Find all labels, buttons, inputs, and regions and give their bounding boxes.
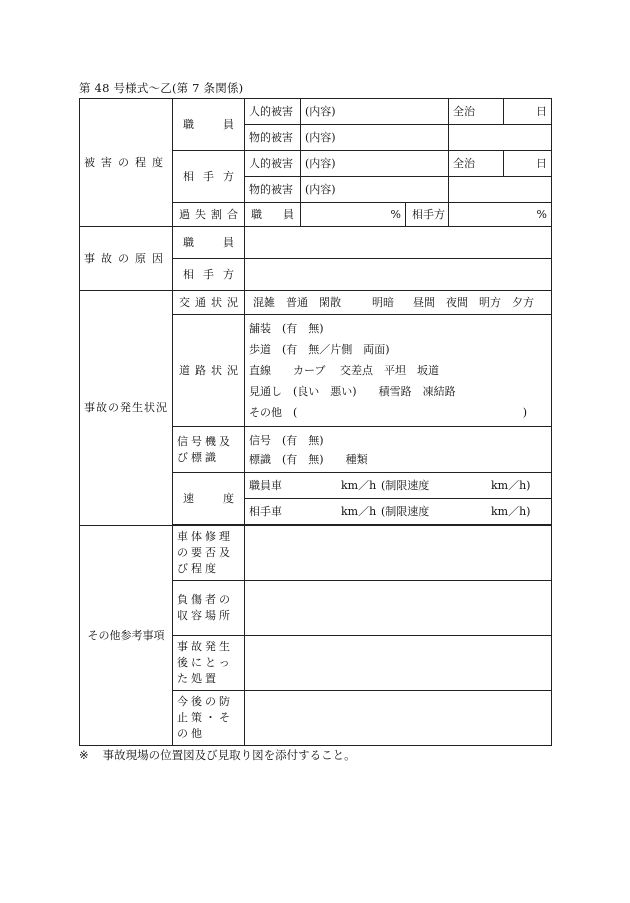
traffic-time[interactable]: 昼間 夜間 明方 夕方: [413, 295, 534, 309]
road-line-sidewalk[interactable]: 歩道 (有 無／片側 両面): [249, 343, 390, 356]
cause-other-input[interactable]: [245, 259, 552, 291]
staff-human-damage-content[interactable]: (内容): [301, 99, 449, 125]
cause-staff-input[interactable]: [245, 227, 552, 259]
speed-staff-limit-unit: km／h): [491, 478, 531, 492]
injured-input[interactable]: [245, 581, 552, 636]
accident-report-table: [79, 98, 552, 746]
traffic-label: 交 通 状 況: [173, 291, 245, 315]
road-line-other[interactable]: その他 (: [249, 406, 298, 419]
staff-recovery-days[interactable]: 日: [504, 99, 552, 125]
injured-label: 負傷者の収容場所: [173, 581, 245, 636]
speed-other-limit-unit: km／h): [491, 504, 531, 518]
signal-line[interactable]: 信号 (有 無): [249, 433, 324, 447]
repair-input[interactable]: [245, 526, 552, 581]
road-line-visibility[interactable]: 見通し (良い 悪い) 積雪路 凍結路: [249, 385, 456, 398]
traffic-options[interactable]: [245, 291, 552, 315]
other-full-recovery-label: 全治: [449, 151, 504, 177]
fault-staff-percent[interactable]: %: [301, 203, 406, 227]
road-line-pavement[interactable]: 舗装 (有 無): [249, 322, 324, 335]
other-property-damage-extra[interactable]: [449, 177, 552, 203]
cause-section-label: 事故の原因: [80, 227, 173, 291]
speed-label: 速 度: [173, 473, 245, 525]
staff-property-damage-label: 物的被害: [245, 125, 301, 151]
speed-other-label: 相手車: [249, 504, 282, 518]
after-action-input[interactable]: [245, 636, 552, 691]
other-human-damage-content[interactable]: (内容): [301, 151, 449, 177]
situation-section-label: 事故の発生状況: [80, 291, 173, 526]
traffic-light[interactable]: 明暗: [372, 295, 394, 309]
prevention-input[interactable]: [245, 691, 552, 746]
sign-line[interactable]: 標識 (有 無) 種類: [249, 452, 368, 466]
speed-staff-unit: km／h: [341, 478, 377, 492]
staff-human-damage-label: 人的被害: [245, 99, 301, 125]
fault-staff-label: 職 員: [245, 203, 301, 227]
repair-label: 車体修理の要否及び程度: [173, 526, 245, 581]
damage-section-label: 被害の程度: [80, 99, 173, 227]
road-conditions[interactable]: [245, 315, 552, 427]
other-section-label: その他参考事項: [80, 526, 173, 746]
staff-property-damage-content[interactable]: (内容): [301, 125, 449, 151]
form-title: 第 48 号様式〜乙(第 7 条関係): [79, 81, 244, 95]
other-property-damage-content[interactable]: (内容): [301, 177, 449, 203]
other-recovery-days[interactable]: 日: [504, 151, 552, 177]
other-human-damage-label: 人的被害: [245, 151, 301, 177]
speed-other-row[interactable]: [245, 499, 552, 525]
footnote-mark: ※: [79, 748, 89, 762]
fault-other-percent[interactable]: %: [449, 203, 552, 227]
speed-staff-limit: (制限速度: [381, 478, 430, 492]
cause-other-label: 相 手 方: [173, 259, 245, 291]
after-action-label: 事故発生後にとった処置: [173, 636, 245, 691]
staff-property-damage-extra[interactable]: [449, 125, 552, 151]
speed-other-limit: (制限速度: [381, 504, 430, 518]
damage-other-label: 相 手 方: [173, 151, 245, 203]
staff-full-recovery-label: 全治: [449, 99, 504, 125]
speed-staff-label: 職員車: [249, 478, 282, 492]
damage-staff-label: 職 員: [173, 99, 245, 151]
signal-conditions[interactable]: [245, 427, 552, 473]
signal-label: 信号機及び標識: [173, 427, 245, 473]
other-property-damage-label: 物的被害: [245, 177, 301, 203]
prevention-label: 今後の防止策・その他: [173, 691, 245, 746]
fault-other-label: 相 手 方: [406, 203, 449, 227]
speed-other-unit: km／h: [341, 504, 377, 518]
road-label: 道 路 状 況: [173, 315, 245, 427]
footnote: [79, 747, 356, 763]
cause-staff-label: 職 員: [173, 227, 245, 259]
footnote-text: 事故現場の位置図及び見取り図を添付すること。: [102, 748, 356, 762]
traffic-congestion[interactable]: 混雑 普通 閑散: [253, 295, 341, 309]
speed-staff-row[interactable]: [245, 473, 552, 499]
fault-ratio-label: 過 失 割 合: [173, 203, 245, 227]
road-other-close: ): [522, 406, 527, 419]
road-line-shape[interactable]: 直線 カーブ 交差点 平坦 坂道: [249, 364, 439, 377]
